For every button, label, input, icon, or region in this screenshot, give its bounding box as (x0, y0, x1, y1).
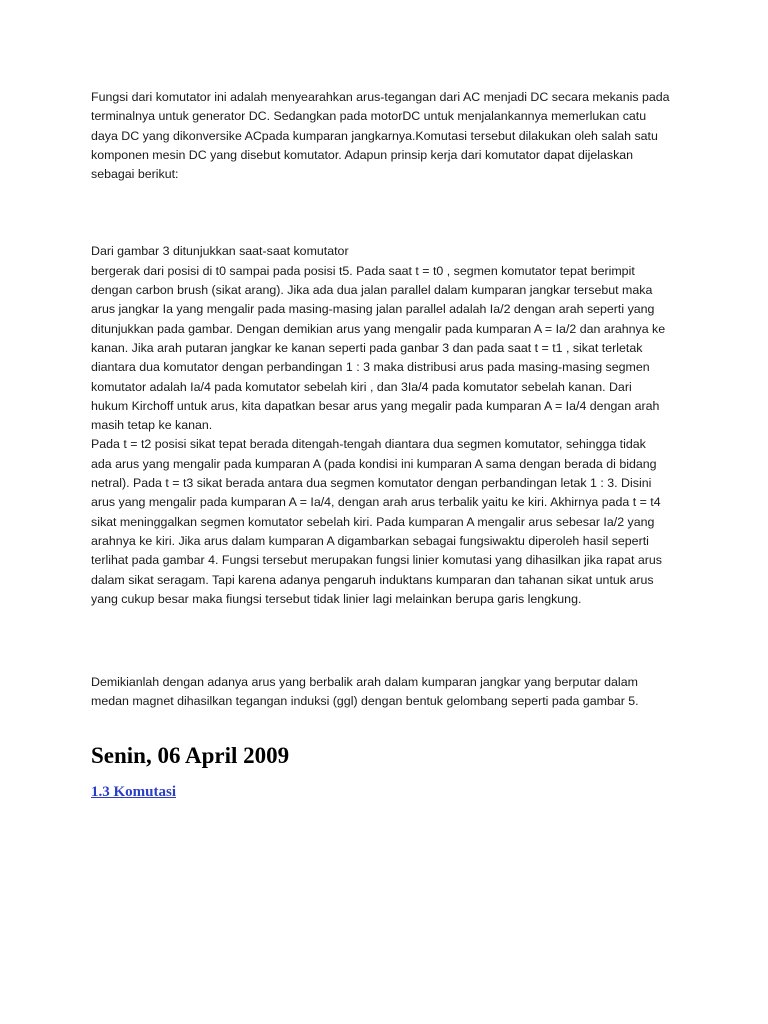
text-line: ditunjukkan pada gambar. Dengan demikian arus yang mengalir pada kumparan A = Ia/2 dan arahnya ke (91, 321, 666, 336)
post-title-link[interactable]: 1.3 Komutasi (91, 783, 177, 800)
spacer (91, 184, 691, 242)
paragraph-conclusion (91, 673, 691, 712)
text-line: Fungsi dari komutator ini adalah menyearahkan arus-tegangan dari AC menjadi DC secara mekanis pada (91, 90, 670, 104)
text-line: dalam sikat seragam. Tapi karena adanya pengaruh induktans kumparan dan tahanan sikat untuk arus (91, 572, 654, 587)
text-line: terlihat pada gambar 4. Fungsi tersebut merupakan fungsi linier komutasi yang dihasilkan jika rapat arus (91, 553, 662, 568)
spacer (91, 712, 691, 742)
text-line: komponen mesin DC yang disebut komutator. Adapun prinsip kerja dari komutator dapat dijelaskan (91, 147, 634, 162)
text-line: arahnya ke kiri. Jika arus dalam kumparan A digambarkan sebagai fungsiwaktu diperoleh hasil seperti (91, 533, 649, 548)
text-line: medan magnet dihasilkan tegangan induksi (ggl) dengan bentuk gelombang seperti pada gambar 5. (91, 694, 639, 709)
paragraph-commutation (91, 242, 691, 609)
post-title (91, 782, 691, 802)
text-line: ada arus yang mengalir pada kumparan A (pada kondisi ini kumparan A sama dengan berada di bidang (91, 456, 657, 471)
text-line: masih tetap ke kanan. (91, 418, 213, 433)
spacer (91, 609, 691, 673)
text-line: sebagai berikut: (91, 167, 179, 182)
text-line: kanan. Jika arah putaran jangkar ke kanan seperti pada ganbar 3 dan pada saat t = t1 , sikat terletak (91, 340, 643, 355)
text-line: Pada t = t2 posisi sikat tepat berada ditengah-tengah diantara dua segmen komutator, sehingga tidak (91, 437, 646, 452)
text-line: komutator adalah Ia/4 pada komutator sebelah kiri , dan 3Ia/4 pada komutator sebelah kanan. Dari (91, 379, 632, 394)
text-line: Demikianlah dengan adanya arus yang berbalik arah dalam kumparan jangkar yang berputar dalam (91, 675, 638, 690)
text-line: hukum Kirchoff untuk arus, kita dapatkan besar arus yang megalir pada kumparan A = Ia/4 dengan arah (91, 398, 660, 413)
document-page (91, 88, 691, 802)
text-line: terminalnya untuk generator DC. Sedangkan pada motorDC untuk menjalankannya memerlukan catu (91, 109, 647, 124)
text-line: daya DC yang dikonversike ACpada kumparan jangkarnya.Komutasi tersebut dilakukan oleh salah satu (91, 128, 658, 143)
text-line: Dari gambar 3 ditunjukkan saat-saat komutator (91, 244, 349, 259)
text-line: diantara dua komutator dengan perbandingan 1 : 3 maka distribusi arus pada masing-masing segmen (91, 360, 650, 375)
text-line: arus yang mengalir pada kumparan A = Ia/4, dengan arah arus terbalik yaitu ke kiri. Akhirnya pada t = t4 (91, 495, 661, 510)
text-line: dengan carbon brush (sikat arang). Jika ada dua jalan parallel dalam kumparan jangkar tersebut maka (91, 283, 653, 298)
text-line: netral). Pada t = t3 sikat berada antara dua segmen komutator dengan perbandingan letak 1 : 3. Disini (91, 476, 652, 491)
date-heading: Senin, 06 April 2009 (91, 742, 290, 768)
text-line: bergerak dari posisi di t0 sampai pada posisi t5. Pada saat t = t0 , segmen komutator tepat berimpit (91, 263, 635, 278)
text-line: sikat meninggalkan segmen komutator sebelah kiri. Pada kumparan A mengalir arus sebesar Ia/2 yang (91, 514, 655, 529)
paragraph-intro (91, 88, 691, 184)
text-line: arus jangkar Ia yang mengalir pada masing-masing jalan parallel adalah Ia/2 dengan arah seperti yang (91, 302, 655, 317)
text-line: yang cukup besar maka fiungsi tersebut tidak linier lagi melainkan berupa garis lengkung. (91, 591, 582, 606)
